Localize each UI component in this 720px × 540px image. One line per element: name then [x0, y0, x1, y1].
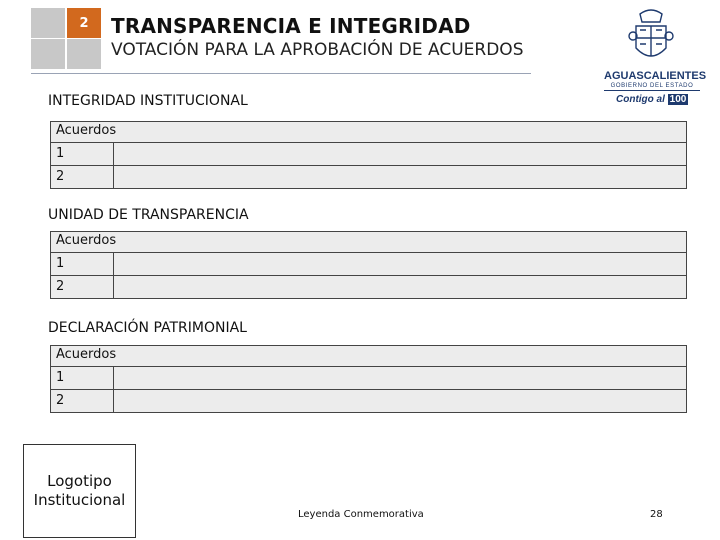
- logo-placeholder-line: Logotipo: [47, 472, 112, 490]
- logo-placeholder-line: Institucional: [33, 491, 126, 509]
- header-divider: [31, 73, 531, 74]
- header-tile: [67, 39, 101, 69]
- agreements-table: [50, 345, 687, 413]
- logo-motto-text: Contigo al: [616, 94, 665, 105]
- table-row: [51, 389, 686, 412]
- row-number: 1: [51, 143, 114, 165]
- table-header-label: Acuerdos: [56, 347, 117, 362]
- page-subtitle: VOTACIÓN PARA LA APROBACIÓN DE ACUERDOS: [111, 40, 524, 60]
- agreements-table: [50, 121, 687, 189]
- agreement-cell[interactable]: [115, 143, 686, 165]
- logo-name: AGUASCALIENTES: [604, 70, 707, 82]
- agreement-cell[interactable]: [115, 367, 686, 389]
- table-header-row: [51, 122, 686, 142]
- page-number: 28: [650, 509, 663, 520]
- header-tile: [31, 8, 65, 38]
- state-logo: [604, 8, 707, 106]
- table-row: [51, 252, 686, 275]
- table-header-label: Acuerdos: [56, 233, 117, 248]
- institutional-logo-placeholder: [23, 444, 136, 538]
- commemorative-legend: Leyenda Conmemorativa: [298, 509, 424, 520]
- table-header-label: Acuerdos: [56, 123, 117, 138]
- agreements-table: [50, 231, 687, 299]
- logo-subtitle: GOBIERNO DEL ESTADO: [604, 83, 700, 91]
- row-number: 2: [51, 276, 114, 298]
- logo-motto-number: 100: [669, 94, 687, 105]
- section-title: DECLARACIÓN PATRIMONIAL: [48, 320, 247, 336]
- table-row: [51, 366, 686, 389]
- agreement-cell[interactable]: [115, 253, 686, 275]
- row-number: 2: [51, 390, 114, 412]
- slide-number-badge: 2: [67, 8, 101, 38]
- page-title: TRANSPARENCIA E INTEGRIDAD: [111, 14, 471, 38]
- agreement-cell[interactable]: [115, 276, 686, 298]
- table-header-row: [51, 232, 686, 252]
- agreement-cell[interactable]: [115, 166, 686, 188]
- header-tile: [31, 39, 65, 69]
- table-row: [51, 165, 686, 188]
- logo-motto: [616, 94, 688, 105]
- table-header-row: [51, 346, 686, 366]
- coat-of-arms-icon: [626, 8, 676, 66]
- section-title: INTEGRIDAD INSTITUCIONAL: [48, 93, 248, 109]
- row-number: 1: [51, 367, 114, 389]
- table-row: [51, 142, 686, 165]
- section-title: UNIDAD DE TRANSPARENCIA: [48, 207, 249, 223]
- row-number: 2: [51, 166, 114, 188]
- table-row: [51, 275, 686, 298]
- agreement-cell[interactable]: [115, 390, 686, 412]
- row-number: 1: [51, 253, 114, 275]
